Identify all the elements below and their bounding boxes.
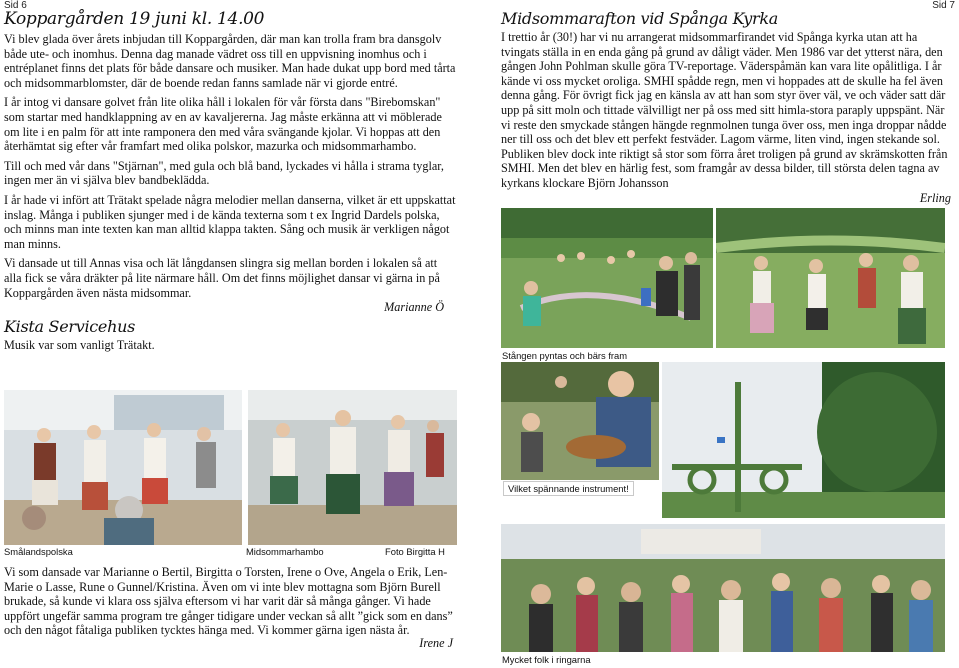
paragraph: I år hade vi infört att Trätakt spelade några melodier mellan danserna, vilket är ett uppskattat inslag. Många i publiken sjunger med i de kända texterna som t ex Ingrid Dardels polska, och minns man inte texten kan man alltid klappa takten. Sång och musik är verkligen något man minns. xyxy=(4,192,456,251)
caption-photographer: Foto Birgitta H xyxy=(385,546,445,557)
photo-pole-carried xyxy=(716,208,945,348)
photo-pole-decorating xyxy=(501,208,713,348)
paragraph: I år intog vi dansare golvet från lite olika håll i lokalen för vår första dans "Birebomskan" som startar med handklappning av en av kavaljererna. Jag måste erkänna att vi möblerade om lite i en palm för att inte ramponera den med våra svängande kjolar. Vi hoppas att den återhämtat sig efter vår framfart med olika polskor, mazurka och midsommarhambo. xyxy=(4,95,442,154)
photo-instrument xyxy=(501,362,659,480)
article-title-spanga: Midsommarafton vid Spånga Kyrka xyxy=(501,9,778,28)
caption-pole: Stången pyntas och bärs fram xyxy=(502,350,628,361)
right-article xyxy=(501,8,955,205)
photo-maypole xyxy=(662,362,945,518)
page-number-right: Sid 7 xyxy=(932,0,955,11)
paragraph: Vi dansade ut till Annas visa och lät långdansen slingra sig mellan borden i lokalen så att alla fick se våra dräkter på lite närmare håll. Om det finns möjlighet dansar vi gärna in på Koppargården även nästa midsommar. xyxy=(4,256,440,300)
page-number-left: Sid 6 xyxy=(4,0,27,11)
kista-text: Musik var som vanligt Trätakt. xyxy=(4,338,155,353)
photo-smalandspolska xyxy=(4,390,242,545)
signature-marianne: Marianne Ö xyxy=(384,300,444,315)
left-bottom-text xyxy=(4,565,456,650)
paragraph: Till och med vår dans "Stjärnan", med gula och blå band, lyckades vi hålla i strama tyglar, ingen mer än vi själva blev bandbeklädda. xyxy=(4,158,444,188)
paragraph: Vi som dansade var Marianne o Bertil, Birgitta o Torsten, Irene o Ove, Angela o Erik, Len-Marie o Lasse, Rune o Gunnel/Kristina. Även om vi inte blev mottagna som Björn Burell brukade, så kunde vi klara oss själva eftersom vi har varit där så många gånger. Vi hade uppfört ungefär samma program tre gånger tidigare under veckan så allt ”gick som en dans” och den något fåtaliga publiken tycktes hänga med. Vi kommer gärna igen nästa år. xyxy=(4,565,453,638)
caption-midsommarhambo: Midsommarhambo xyxy=(246,546,324,557)
signature-erling: Erling xyxy=(919,190,951,205)
caption-crowd: Mycket folk i ringarna xyxy=(502,654,591,665)
article-title-koppargarden: Koppargården 19 juni kl. 14.00 xyxy=(4,9,265,29)
photo-crowd xyxy=(501,524,945,652)
section-title-kista: Kista Servicehus xyxy=(4,317,136,337)
photo-midsommarhambo xyxy=(248,390,457,545)
paragraph: I trettio år (30!) har vi nu arrangerat midsommarfirandet vid Spånga kyrka utan att ha tvingats ställa in en enda gång på grund av dåligt väder. Men 1986 var det ytterst nära, den gången John Pohlman skulle göra TV-reportage. Väderspåmän kan vara lite opålitliga. I år kände vi oss mycket oroliga. SMHI spådde regn, men vi hoppades att de skulle ha fel även denna gång. För övrigt fick jag en känsla av att han som styr över väl, ve och väder satt där upp på sitt moln och tittade välvilligt ner på oss med sitt himla-stora paraply uppspänt. När vi reste den smyckade stången hängde regnmolnen tunga över oss, men inga droppar nådde ner till oss och det blev ett perfekt festväder. Lagom värme, liten vind, ingen stekande sol. Publiken blev dock inte riktigt så stor som förra året troligen på grund av skrämskotten från SMHI. Men det blev en härlig fest, som framgår av dessa bilder, till största delen tagna av kyrkans klockare Björn Johansson xyxy=(501,30,948,190)
signature-irene: Irene J xyxy=(419,635,453,650)
caption-instrument: Vilket spännande instrument! xyxy=(503,481,634,496)
paragraph: Vi blev glada över årets inbjudan till Koppargården, där man kan trolla fram bra dansgolv både ute- och inomhus. Denna dag manade vädret oss till en uppvisning inomhus och i entréplanet finns det plats för både dansare och musiker. Man hade dukat upp bord med tårta och midsommarblomster, där de boende redan fanns samlade när vi gjorde entré. xyxy=(4,32,456,90)
left-article xyxy=(4,8,456,353)
caption-smalandspolska: Smålandspolska xyxy=(4,546,73,557)
